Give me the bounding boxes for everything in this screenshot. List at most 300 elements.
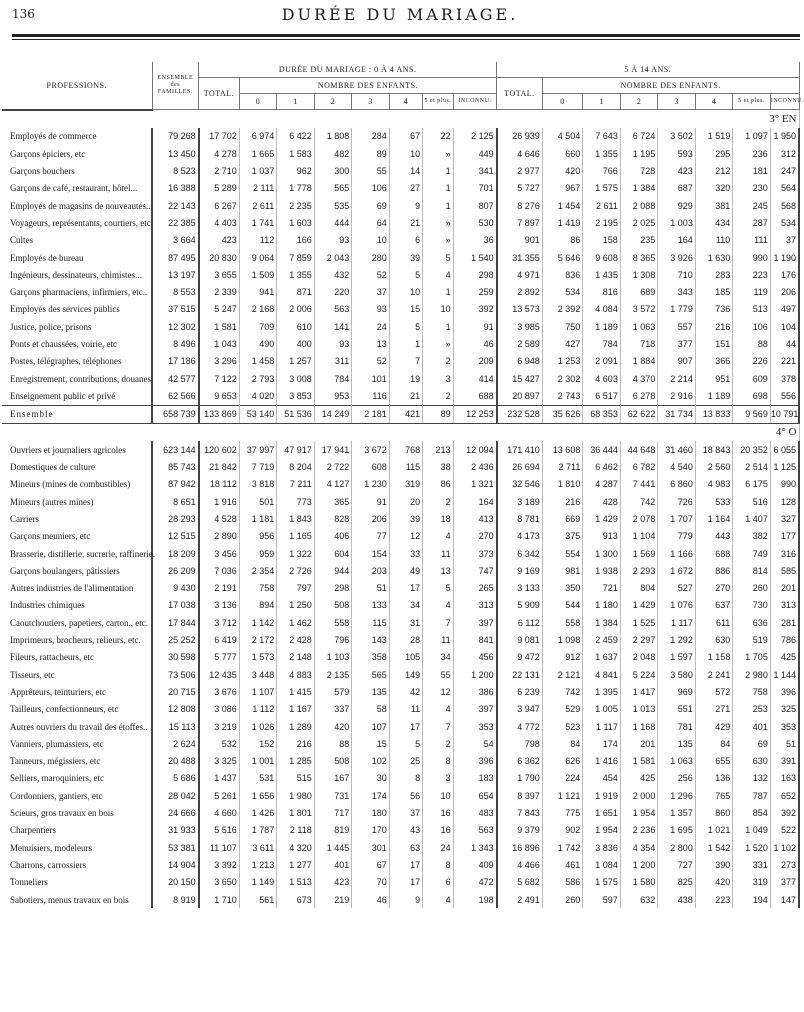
- value-cell: 353: [770, 718, 799, 735]
- value-cell: 28 042: [152, 787, 199, 804]
- value-cell: 12 302: [152, 318, 199, 335]
- value-cell: 6 267: [199, 197, 240, 214]
- value-cell: 8 365: [620, 249, 658, 266]
- statistics-table: [2, 62, 804, 908]
- value-cell: 766: [583, 162, 621, 179]
- value-cell: 104: [770, 318, 799, 335]
- profession-name: Apprêteurs, teinturiers, etc: [2, 683, 152, 700]
- value-cell: 2 000: [620, 787, 658, 804]
- value-cell: 35 626: [542, 405, 583, 423]
- value-cell: 39: [389, 510, 422, 527]
- value-cell: 43: [389, 822, 422, 839]
- value-cell: 49: [389, 562, 422, 579]
- profession-name: Carriers: [2, 510, 152, 527]
- value-cell: 2 091: [583, 353, 621, 370]
- value-cell: 220: [314, 283, 352, 300]
- value-cell: 2 892: [497, 283, 543, 300]
- value-cell: 4: [423, 701, 453, 718]
- value-cell: 1 037: [239, 162, 277, 179]
- total-row: [2, 405, 799, 423]
- value-cell: 420: [695, 874, 733, 891]
- table-row: [2, 804, 799, 821]
- value-cell: 9 064: [239, 249, 277, 266]
- value-cell: 742: [542, 683, 583, 700]
- value-cell: 4 287: [583, 476, 621, 493]
- value-cell: 4 354: [620, 839, 658, 856]
- value-cell: 658 739: [152, 405, 199, 423]
- profession-name: Selliers, maroquiniers, etc: [2, 770, 152, 787]
- value-cell: 825: [658, 874, 696, 891]
- table-row: [2, 839, 799, 856]
- value-cell: 1 189: [583, 318, 621, 335]
- value-cell: 608: [352, 458, 390, 475]
- value-cell: 110: [695, 232, 733, 249]
- value-cell: 1 103: [314, 649, 352, 666]
- value-cell: 375: [542, 528, 583, 545]
- header-col: 3: [352, 94, 390, 110]
- value-cell: 726: [658, 493, 696, 510]
- value-cell: 544: [542, 597, 583, 614]
- value-cell: 51: [770, 735, 799, 752]
- value-cell: 781: [658, 718, 696, 735]
- value-cell: 69: [733, 735, 771, 752]
- value-cell: 46: [352, 891, 390, 908]
- value-cell: 3: [423, 770, 453, 787]
- value-cell: 2 710: [199, 162, 240, 179]
- value-cell: 320: [695, 180, 733, 197]
- value-cell: 16 896: [497, 839, 543, 856]
- value-cell: 9 472: [497, 649, 543, 666]
- value-cell: 213: [423, 441, 453, 458]
- value-cell: 1 395: [583, 683, 621, 700]
- value-cell: 8 204: [277, 458, 315, 475]
- value-cell: 3 853: [277, 387, 315, 405]
- table-row: [2, 441, 799, 458]
- value-cell: 886: [695, 562, 733, 579]
- value-cell: 256: [658, 770, 696, 787]
- table-row: [2, 735, 799, 752]
- value-cell: 688: [453, 387, 497, 405]
- value-cell: 9 430: [152, 580, 199, 597]
- value-cell: 2 048: [620, 649, 658, 666]
- value-cell: 9 169: [497, 562, 543, 579]
- profession-name: Tonneliers: [2, 874, 152, 891]
- value-cell: 7: [423, 718, 453, 735]
- value-cell: 25 252: [152, 631, 199, 648]
- value-cell: 166: [277, 232, 315, 249]
- value-cell: 554: [542, 545, 583, 562]
- value-cell: 47 917: [277, 441, 315, 458]
- value-cell: 3 502: [658, 128, 696, 145]
- value-cell: 1 407: [733, 510, 771, 527]
- value-cell: 1 435: [583, 266, 621, 283]
- table-row: [2, 266, 799, 283]
- value-cell: 429: [695, 718, 733, 735]
- profession-name: Employés de commerce: [2, 128, 152, 145]
- value-cell: 2 624: [152, 735, 199, 752]
- value-cell: 1 429: [583, 510, 621, 527]
- value-cell: 5 646: [542, 249, 583, 266]
- value-cell: 1 573: [239, 649, 277, 666]
- value-cell: 1 098: [542, 631, 583, 648]
- value-cell: 147: [770, 891, 799, 908]
- value-cell: 472: [453, 874, 497, 891]
- top-rule: [12, 34, 800, 37]
- value-cell: 611: [695, 614, 733, 631]
- value-cell: 1 810: [542, 476, 583, 493]
- value-cell: 3 611: [239, 839, 277, 856]
- value-cell: 425: [770, 649, 799, 666]
- table-row: [2, 649, 799, 666]
- value-cell: 1 165: [277, 528, 315, 545]
- value-cell: »: [423, 145, 453, 162]
- value-cell: 1: [423, 283, 453, 300]
- value-cell: 8 397: [497, 787, 543, 804]
- value-cell: 10: [352, 232, 390, 249]
- table-row: [2, 214, 799, 231]
- value-cell: 508: [314, 597, 352, 614]
- value-cell: 85 743: [152, 458, 199, 475]
- value-cell: 381: [695, 197, 733, 214]
- value-cell: 1: [423, 162, 453, 179]
- value-cell: 63: [389, 839, 422, 856]
- value-cell: 775: [542, 804, 583, 821]
- value-cell: 21 842: [199, 458, 240, 475]
- value-cell: 551: [658, 701, 696, 718]
- value-cell: 53 381: [152, 839, 199, 856]
- value-cell: 689: [620, 283, 658, 300]
- value-cell: 710: [658, 266, 696, 283]
- header-nombre-2: NOMBRE DES ENFANTS.: [542, 78, 799, 94]
- header-nombre-1: NOMBRE DES ENFANTS.: [239, 78, 496, 94]
- value-cell: 2 302: [542, 370, 583, 387]
- table-row: [2, 666, 799, 683]
- value-cell: 1 462: [277, 614, 315, 631]
- value-cell: 4: [423, 891, 453, 908]
- table-row: [2, 476, 799, 493]
- value-cell: 32 546: [497, 476, 543, 493]
- value-cell: 2 459: [583, 631, 621, 648]
- value-cell: 654: [453, 787, 497, 804]
- value-cell: 669: [542, 510, 583, 527]
- value-cell: 1 583: [277, 145, 315, 162]
- value-cell: 1 884: [620, 353, 658, 370]
- value-cell: 5: [389, 735, 422, 752]
- value-cell: 532: [199, 735, 240, 752]
- value-cell: 444: [314, 214, 352, 231]
- value-cell: 143: [352, 631, 390, 648]
- value-cell: 1 954: [620, 804, 658, 821]
- value-cell: 107: [352, 718, 390, 735]
- value-cell: 768: [389, 441, 422, 458]
- value-cell: 913: [583, 528, 621, 545]
- value-cell: 180: [352, 804, 390, 821]
- value-cell: 701: [453, 180, 497, 197]
- value-cell: 434: [695, 214, 733, 231]
- value-cell: 2 172: [239, 631, 277, 648]
- table-row: [2, 493, 799, 510]
- value-cell: 17 186: [152, 353, 199, 370]
- value-cell: 37 515: [152, 301, 199, 318]
- value-cell: 438: [658, 891, 696, 908]
- value-cell: 4 084: [583, 301, 621, 318]
- value-cell: 742: [620, 493, 658, 510]
- value-cell: 12: [389, 528, 422, 545]
- value-cell: 177: [770, 528, 799, 545]
- value-cell: 11 107: [199, 839, 240, 856]
- value-cell: 2 392: [542, 301, 583, 318]
- value-cell: 3 572: [620, 301, 658, 318]
- value-cell: 698: [733, 387, 771, 405]
- value-cell: 11: [423, 545, 453, 562]
- value-cell: 2 611: [239, 197, 277, 214]
- value-cell: 5 682: [497, 874, 543, 891]
- value-cell: 727: [658, 856, 696, 873]
- value-cell: 3 392: [199, 856, 240, 873]
- value-cell: 1 285: [277, 752, 315, 769]
- value-cell: 181: [733, 162, 771, 179]
- value-cell: 929: [658, 197, 696, 214]
- table-row: [2, 301, 799, 318]
- value-cell: 423: [199, 232, 240, 249]
- value-cell: 52: [352, 353, 390, 370]
- value-cell: 8 651: [152, 493, 199, 510]
- value-cell: 490: [239, 335, 277, 352]
- value-cell: 497: [770, 301, 799, 318]
- value-cell: 1 790: [497, 770, 543, 787]
- profession-name: Autres industries de l'alimentation: [2, 580, 152, 597]
- value-cell: 586: [542, 874, 583, 891]
- value-cell: 11: [389, 701, 422, 718]
- header-group-0-4: DURÉE DU MARIAGE : 0 À 4 ANS.: [199, 62, 497, 78]
- value-cell: 1 741: [239, 214, 277, 231]
- value-cell: 6 278: [620, 387, 658, 405]
- header-col: 5 et plus.: [733, 94, 771, 110]
- value-cell: 316: [770, 545, 799, 562]
- value-cell: 9 653: [199, 387, 240, 405]
- value-cell: 392: [770, 804, 799, 821]
- value-cell: 3 650: [199, 874, 240, 891]
- value-cell: 530: [453, 214, 497, 231]
- value-cell: 784: [583, 335, 621, 352]
- value-cell: 7 719: [239, 458, 277, 475]
- value-cell: 34: [389, 597, 422, 614]
- value-cell: 4 370: [620, 370, 658, 387]
- value-cell: 501: [239, 493, 277, 510]
- table-row: [2, 197, 799, 214]
- header-col: INCONNU.: [453, 94, 497, 110]
- value-cell: 8 496: [152, 335, 199, 352]
- value-cell: 5: [423, 580, 453, 597]
- value-cell: 1 195: [620, 145, 658, 162]
- header-col: 0: [542, 94, 583, 110]
- value-cell: 1 289: [277, 718, 315, 735]
- value-cell: 454: [583, 770, 621, 787]
- value-cell: 482: [314, 145, 352, 162]
- value-cell: 749: [733, 545, 771, 562]
- value-cell: 206: [352, 510, 390, 527]
- value-cell: 1: [389, 335, 422, 352]
- table-row: [2, 891, 799, 908]
- value-cell: 3 296: [199, 353, 240, 370]
- value-cell: 14 904: [152, 856, 199, 873]
- value-cell: 1 637: [583, 649, 621, 666]
- value-cell: 568: [770, 197, 799, 214]
- value-cell: 1 189: [695, 387, 733, 405]
- value-cell: 216: [277, 735, 315, 752]
- value-cell: 270: [453, 528, 497, 545]
- value-cell: 819: [314, 822, 352, 839]
- value-cell: 77: [352, 528, 390, 545]
- value-cell: 423: [314, 874, 352, 891]
- value-cell: 1 540: [453, 249, 497, 266]
- value-cell: 17: [389, 874, 422, 891]
- table-body: [2, 110, 799, 909]
- value-cell: 2 793: [239, 370, 277, 387]
- profession-name: Ponts et chaussées, voirie, etc: [2, 335, 152, 352]
- table-row: [2, 232, 799, 249]
- value-cell: 2 293: [620, 562, 658, 579]
- value-cell: 2 006: [277, 301, 315, 318]
- value-cell: 951: [695, 370, 733, 387]
- value-cell: 1 084: [583, 856, 621, 873]
- value-cell: 3 580: [658, 666, 696, 683]
- value-cell: 51 536: [277, 405, 315, 423]
- value-cell: 253: [733, 701, 771, 718]
- value-cell: 5 247: [199, 301, 240, 318]
- value-cell: 1 043: [199, 335, 240, 352]
- table-row: [2, 614, 799, 631]
- value-cell: 425: [620, 770, 658, 787]
- value-cell: 609: [733, 370, 771, 387]
- value-cell: 9: [389, 197, 422, 214]
- value-cell: 4 540: [658, 458, 696, 475]
- value-cell: 400: [277, 335, 315, 352]
- value-cell: 1 445: [314, 839, 352, 856]
- value-cell: 1 308: [620, 266, 658, 283]
- table-row: [2, 162, 799, 179]
- value-cell: 2 711: [542, 458, 583, 475]
- value-cell: 350: [542, 580, 583, 597]
- value-cell: 630: [733, 752, 771, 769]
- value-cell: 341: [453, 162, 497, 179]
- value-cell: 944: [314, 562, 352, 579]
- value-cell: 265: [453, 580, 497, 597]
- value-cell: 135: [352, 683, 390, 700]
- value-cell: 626: [542, 752, 583, 769]
- value-cell: 91: [453, 318, 497, 335]
- table-row: [2, 335, 799, 352]
- value-cell: 9: [389, 891, 422, 908]
- header-total-2: TOTAL.: [497, 78, 543, 110]
- value-cell: 730: [733, 597, 771, 614]
- value-cell: 223: [733, 266, 771, 283]
- value-cell: 1 429: [620, 597, 658, 614]
- value-cell: 9 608: [583, 249, 621, 266]
- value-cell: 17 038: [152, 597, 199, 614]
- value-cell: 183: [453, 770, 497, 787]
- value-cell: 2 195: [583, 214, 621, 231]
- value-cell: 141: [314, 318, 352, 335]
- table-row: [2, 510, 799, 527]
- value-cell: 171 410: [497, 441, 543, 458]
- value-cell: 79 268: [152, 128, 199, 145]
- value-cell: 1 938: [583, 562, 621, 579]
- profession-name: Industries chimiques: [2, 597, 152, 614]
- value-cell: 655: [695, 752, 733, 769]
- value-cell: 527: [658, 580, 696, 597]
- value-cell: 28: [389, 631, 422, 648]
- value-cell: 1 603: [277, 214, 315, 231]
- value-cell: 17 702: [199, 128, 240, 145]
- value-cell: 300: [314, 162, 352, 179]
- value-cell: 259: [453, 283, 497, 300]
- value-cell: 223: [695, 891, 733, 908]
- value-cell: 1 049: [733, 822, 771, 839]
- value-cell: 2: [423, 493, 453, 510]
- value-cell: 112: [239, 232, 277, 249]
- value-cell: 21: [389, 214, 422, 231]
- profession-name: Garçons épiciers, etc: [2, 145, 152, 162]
- value-cell: 1: [423, 180, 453, 197]
- value-cell: 106: [733, 318, 771, 335]
- value-cell: 1 665: [239, 145, 277, 162]
- value-cell: 565: [314, 180, 352, 197]
- value-cell: 12: [423, 683, 453, 700]
- top-rule-thin: [12, 39, 800, 40]
- profession-name: Postes, télégraphes, téléphones: [2, 353, 152, 370]
- value-cell: 959: [239, 545, 277, 562]
- value-cell: 5 727: [497, 180, 543, 197]
- value-cell: 209: [453, 353, 497, 370]
- value-cell: 1 250: [277, 597, 315, 614]
- value-cell: 558: [542, 614, 583, 631]
- value-cell: 1 355: [277, 266, 315, 283]
- value-cell: 1 575: [583, 874, 621, 891]
- value-cell: 36: [453, 232, 497, 249]
- value-cell: 9 569: [733, 405, 771, 423]
- value-cell: 358: [352, 649, 390, 666]
- value-cell: 428: [583, 493, 621, 510]
- value-cell: 10: [389, 145, 422, 162]
- value-cell: 784: [314, 370, 352, 387]
- value-cell: 37 997: [239, 441, 277, 458]
- value-cell: 7 122: [199, 370, 240, 387]
- value-cell: 1 710: [199, 891, 240, 908]
- value-cell: 33: [389, 545, 422, 562]
- value-cell: 319: [733, 874, 771, 891]
- value-cell: 377: [658, 335, 696, 352]
- value-cell: 5 516: [199, 822, 240, 839]
- value-cell: 736: [695, 301, 733, 318]
- value-cell: 531: [239, 770, 277, 787]
- value-cell: 901: [497, 232, 543, 249]
- value-cell: 4 528: [199, 510, 240, 527]
- value-cell: 516: [733, 493, 771, 510]
- value-cell: 4 971: [497, 266, 543, 283]
- value-cell: 174: [352, 787, 390, 804]
- value-cell: 6 948: [497, 353, 543, 370]
- value-cell: 2 088: [620, 197, 658, 214]
- value-cell: 3 456: [199, 545, 240, 562]
- value-cell: 14: [389, 162, 422, 179]
- value-cell: 25: [389, 752, 422, 769]
- value-cell: 1 778: [277, 180, 315, 197]
- value-cell: 623 144: [152, 441, 199, 458]
- value-cell: 133: [352, 597, 390, 614]
- section-mark: 4° O: [2, 423, 799, 441]
- value-cell: 247: [770, 162, 799, 179]
